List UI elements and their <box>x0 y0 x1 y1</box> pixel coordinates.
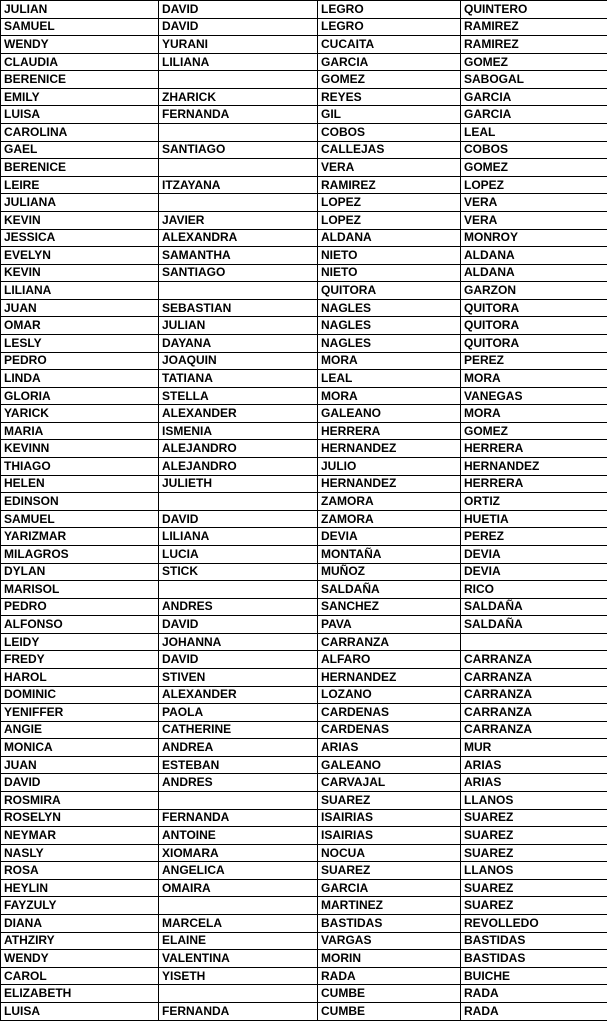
first-surname-cell: VARGAS <box>318 932 461 950</box>
table-row <box>1 633 607 651</box>
second-surname-cell: VANEGAS <box>461 387 607 405</box>
second-surname-cell: HERNANDEZ <box>461 458 607 476</box>
second-surname-cell: VERA <box>461 194 607 212</box>
second-surname-cell <box>461 633 607 651</box>
second-name-cell <box>159 581 318 599</box>
second-surname-cell: MUR <box>461 739 607 757</box>
table-row <box>1 422 607 440</box>
table-row <box>1 616 607 634</box>
second-surname-cell: PEREZ <box>461 528 607 546</box>
first-name-cell: OMAR <box>1 317 159 335</box>
first-surname-cell: CARDENAS <box>318 721 461 739</box>
table-row <box>1 581 607 599</box>
first-name-cell: ATHZIRY <box>1 932 159 950</box>
second-surname-cell: SABOGAL <box>461 71 607 89</box>
table-row <box>1 756 607 774</box>
second-surname-cell: BASTIDAS <box>461 950 607 968</box>
first-name-cell: ROSA <box>1 862 159 880</box>
second-surname-cell: HERRERA <box>461 475 607 493</box>
first-surname-cell: CARVAJAL <box>318 774 461 792</box>
first-name-cell: EDINSON <box>1 493 159 511</box>
first-name-cell: JUAN <box>1 299 159 317</box>
table-row <box>1 141 607 159</box>
second-surname-cell: HERRERA <box>461 440 607 458</box>
second-name-cell: LILIANA <box>159 528 318 546</box>
table-row <box>1 352 607 370</box>
second-name-cell: DAVID <box>159 651 318 669</box>
first-name-cell: PEDRO <box>1 352 159 370</box>
table-row <box>1 528 607 546</box>
first-name-cell: CAROLINA <box>1 124 159 142</box>
second-name-cell: JULIAN <box>159 317 318 335</box>
second-surname-cell: QUITORA <box>461 317 607 335</box>
second-surname-cell: BUICHE <box>461 967 607 985</box>
first-name-cell: YARICK <box>1 405 159 423</box>
second-surname-cell: GARCIA <box>461 88 607 106</box>
table-row <box>1 88 607 106</box>
second-name-cell <box>159 194 318 212</box>
second-name-cell: OMAIRA <box>159 879 318 897</box>
second-name-cell: CATHERINE <box>159 721 318 739</box>
table-row <box>1 739 607 757</box>
second-surname-cell: CARRANZA <box>461 721 607 739</box>
first-surname-cell: QUITORA <box>318 282 461 300</box>
first-surname-cell: SANCHEZ <box>318 598 461 616</box>
first-name-cell: KEVIN <box>1 264 159 282</box>
first-name-cell: NEYMAR <box>1 827 159 845</box>
second-name-cell: LILIANA <box>159 53 318 71</box>
second-name-cell: STIVEN <box>159 668 318 686</box>
second-surname-cell: MORA <box>461 370 607 388</box>
table-row <box>1 809 607 827</box>
second-surname-cell: LEAL <box>461 124 607 142</box>
first-name-cell: YENIFFER <box>1 704 159 722</box>
first-name-cell: FAYZULY <box>1 897 159 915</box>
second-name-cell <box>159 792 318 810</box>
first-name-cell: ANGIE <box>1 721 159 739</box>
first-surname-cell: PAVA <box>318 616 461 634</box>
first-name-cell: EVELYN <box>1 247 159 265</box>
second-surname-cell: SUAREZ <box>461 879 607 897</box>
first-name-cell: SAMUEL <box>1 510 159 528</box>
first-surname-cell: NAGLES <box>318 317 461 335</box>
second-surname-cell: CARRANZA <box>461 686 607 704</box>
second-surname-cell: GARZON <box>461 282 607 300</box>
table-row <box>1 510 607 528</box>
first-surname-cell: NAGLES <box>318 299 461 317</box>
first-name-cell: WENDY <box>1 950 159 968</box>
second-name-cell: ANDRES <box>159 598 318 616</box>
second-name-cell: DAYANA <box>159 334 318 352</box>
table-row <box>1 651 607 669</box>
first-surname-cell: VERA <box>318 159 461 177</box>
table-row <box>1 563 607 581</box>
second-surname-cell: RAMIREZ <box>461 36 607 54</box>
second-name-cell <box>159 124 318 142</box>
first-name-cell: CAROL <box>1 967 159 985</box>
first-name-cell: CLAUDIA <box>1 53 159 71</box>
second-surname-cell: SALDAÑA <box>461 616 607 634</box>
second-name-cell: ALEJANDRO <box>159 458 318 476</box>
first-name-cell: LEIDY <box>1 633 159 651</box>
table-row <box>1 106 607 124</box>
table-row <box>1 844 607 862</box>
first-surname-cell: NIETO <box>318 264 461 282</box>
second-surname-cell: MORA <box>461 405 607 423</box>
first-surname-cell: ARIAS <box>318 739 461 757</box>
table-row <box>1 176 607 194</box>
table-row <box>1 686 607 704</box>
second-name-cell: YISETH <box>159 967 318 985</box>
first-surname-cell: CUMBE <box>318 1002 461 1020</box>
second-name-cell: ANDRES <box>159 774 318 792</box>
second-surname-cell: ORTIZ <box>461 493 607 511</box>
first-surname-cell: HERNANDEZ <box>318 475 461 493</box>
first-surname-cell: RAMIREZ <box>318 176 461 194</box>
table-row <box>1 985 607 1003</box>
second-name-cell <box>159 493 318 511</box>
second-name-cell: XIOMARA <box>159 844 318 862</box>
first-surname-cell: ZAMORA <box>318 510 461 528</box>
second-name-cell: FERNANDA <box>159 1002 318 1020</box>
first-name-cell: THIAGO <box>1 458 159 476</box>
second-name-cell: FERNANDA <box>159 809 318 827</box>
second-name-cell: JOHANNA <box>159 633 318 651</box>
first-name-cell: JUAN <box>1 756 159 774</box>
second-surname-cell: QUITORA <box>461 299 607 317</box>
table-row <box>1 299 607 317</box>
first-name-cell: HAROL <box>1 668 159 686</box>
second-name-cell: STELLA <box>159 387 318 405</box>
table-row <box>1 229 607 247</box>
second-surname-cell: MONROY <box>461 229 607 247</box>
second-name-cell: ITZAYANA <box>159 176 318 194</box>
first-name-cell: KEVINN <box>1 440 159 458</box>
first-surname-cell: GALEANO <box>318 405 461 423</box>
second-name-cell: STICK <box>159 563 318 581</box>
table-row <box>1 598 607 616</box>
second-surname-cell: COBOS <box>461 141 607 159</box>
first-name-cell: PEDRO <box>1 598 159 616</box>
second-name-cell: TATIANA <box>159 370 318 388</box>
first-surname-cell: NIETO <box>318 247 461 265</box>
table-row <box>1 36 607 54</box>
table-row <box>1 792 607 810</box>
second-name-cell: JAVIER <box>159 211 318 229</box>
second-name-cell: JOAQUIN <box>159 352 318 370</box>
table-row <box>1 282 607 300</box>
second-name-cell: ALEXANDER <box>159 405 318 423</box>
first-surname-cell: RADA <box>318 967 461 985</box>
table-row <box>1 862 607 880</box>
first-surname-cell: LEGRO <box>318 18 461 36</box>
first-surname-cell: ISAIRIAS <box>318 809 461 827</box>
second-name-cell: JULIETH <box>159 475 318 493</box>
second-surname-cell: SALDAÑA <box>461 598 607 616</box>
first-surname-cell: DEVIA <box>318 528 461 546</box>
second-name-cell: DAVID <box>159 510 318 528</box>
second-surname-cell: GOMEZ <box>461 53 607 71</box>
second-surname-cell: QUITORA <box>461 334 607 352</box>
second-name-cell: VALENTINA <box>159 950 318 968</box>
first-surname-cell: HERNANDEZ <box>318 668 461 686</box>
first-name-cell: JESSICA <box>1 229 159 247</box>
first-name-cell: GLORIA <box>1 387 159 405</box>
second-name-cell: PAOLA <box>159 704 318 722</box>
second-name-cell: MARCELA <box>159 915 318 933</box>
first-surname-cell: LOPEZ <box>318 211 461 229</box>
second-surname-cell: CARRANZA <box>461 704 607 722</box>
table-row <box>1 71 607 89</box>
first-name-cell: YARIZMAR <box>1 528 159 546</box>
first-name-cell: DOMINIC <box>1 686 159 704</box>
second-surname-cell: DEVIA <box>461 563 607 581</box>
table-row <box>1 475 607 493</box>
first-surname-cell: MARTINEZ <box>318 897 461 915</box>
first-surname-cell: HERRERA <box>318 422 461 440</box>
second-name-cell: ALEXANDRA <box>159 229 318 247</box>
first-surname-cell: GIL <box>318 106 461 124</box>
second-name-cell: DAVID <box>159 1 318 19</box>
second-surname-cell: ARIAS <box>461 756 607 774</box>
first-surname-cell: REYES <box>318 88 461 106</box>
first-name-cell: MARIA <box>1 422 159 440</box>
second-surname-cell: BASTIDAS <box>461 932 607 950</box>
second-name-cell: DAVID <box>159 616 318 634</box>
table-row <box>1 1002 607 1020</box>
second-name-cell: FERNANDA <box>159 106 318 124</box>
table-row <box>1 18 607 36</box>
table-row <box>1 774 607 792</box>
table-row <box>1 53 607 71</box>
second-name-cell <box>159 71 318 89</box>
table-row <box>1 950 607 968</box>
table-row <box>1 124 607 142</box>
table-row <box>1 897 607 915</box>
first-name-cell: LESLY <box>1 334 159 352</box>
first-name-cell: MILAGROS <box>1 545 159 563</box>
first-surname-cell: CALLEJAS <box>318 141 461 159</box>
first-name-cell: ELIZABETH <box>1 985 159 1003</box>
table-row <box>1 317 607 335</box>
second-surname-cell: ARIAS <box>461 774 607 792</box>
first-surname-cell: NAGLES <box>318 334 461 352</box>
second-surname-cell: ALDANA <box>461 264 607 282</box>
first-surname-cell: GOMEZ <box>318 71 461 89</box>
first-name-cell: DIANA <box>1 915 159 933</box>
second-name-cell: SANTIAGO <box>159 264 318 282</box>
second-surname-cell: QUINTERO <box>461 1 607 19</box>
second-surname-cell: RADA <box>461 1002 607 1020</box>
first-surname-cell: CUMBE <box>318 985 461 1003</box>
table-row <box>1 334 607 352</box>
second-surname-cell: VERA <box>461 211 607 229</box>
first-name-cell: ROSELYN <box>1 809 159 827</box>
first-surname-cell: ZAMORA <box>318 493 461 511</box>
first-name-cell: HELEN <box>1 475 159 493</box>
first-name-cell: LUISA <box>1 1002 159 1020</box>
table-row <box>1 370 607 388</box>
table-row <box>1 211 607 229</box>
table-row <box>1 387 607 405</box>
second-name-cell: ALEJANDRO <box>159 440 318 458</box>
table-row <box>1 247 607 265</box>
second-name-cell: ANTOINE <box>159 827 318 845</box>
first-surname-cell: MORA <box>318 352 461 370</box>
first-surname-cell: GARCIA <box>318 879 461 897</box>
second-surname-cell: PEREZ <box>461 352 607 370</box>
table-row <box>1 879 607 897</box>
first-surname-cell: SUAREZ <box>318 862 461 880</box>
second-name-cell <box>159 985 318 1003</box>
first-name-cell: MARISOL <box>1 581 159 599</box>
second-surname-cell: GOMEZ <box>461 159 607 177</box>
second-surname-cell: SUAREZ <box>461 897 607 915</box>
table-row <box>1 668 607 686</box>
second-name-cell <box>159 159 318 177</box>
first-name-cell: EMILY <box>1 88 159 106</box>
second-surname-cell: SUAREZ <box>461 844 607 862</box>
second-surname-cell: GARCIA <box>461 106 607 124</box>
second-surname-cell: CARRANZA <box>461 651 607 669</box>
first-name-cell: ALFONSO <box>1 616 159 634</box>
first-surname-cell: CARRANZA <box>318 633 461 651</box>
table-row <box>1 704 607 722</box>
table-row <box>1 827 607 845</box>
table-row <box>1 493 607 511</box>
first-surname-cell: SUAREZ <box>318 792 461 810</box>
table-row <box>1 440 607 458</box>
first-name-cell: SAMUEL <box>1 18 159 36</box>
second-name-cell <box>159 897 318 915</box>
first-surname-cell: LOZANO <box>318 686 461 704</box>
second-name-cell <box>159 282 318 300</box>
table-row <box>1 721 607 739</box>
second-name-cell: ELAINE <box>159 932 318 950</box>
first-surname-cell: BASTIDAS <box>318 915 461 933</box>
first-surname-cell: SALDAÑA <box>318 581 461 599</box>
first-name-cell: ROSMIRA <box>1 792 159 810</box>
second-name-cell: ESTEBAN <box>159 756 318 774</box>
second-surname-cell: RICO <box>461 581 607 599</box>
second-name-cell: ISMENIA <box>159 422 318 440</box>
first-surname-cell: ALFARO <box>318 651 461 669</box>
first-name-cell: LUISA <box>1 106 159 124</box>
second-surname-cell: SUAREZ <box>461 809 607 827</box>
second-surname-cell: CARRANZA <box>461 668 607 686</box>
first-name-cell: JULIAN <box>1 1 159 19</box>
table-row <box>1 545 607 563</box>
first-surname-cell: ISAIRIAS <box>318 827 461 845</box>
first-name-cell: MONICA <box>1 739 159 757</box>
table-row <box>1 967 607 985</box>
second-surname-cell: HUETIA <box>461 510 607 528</box>
table-row <box>1 264 607 282</box>
first-surname-cell: COBOS <box>318 124 461 142</box>
first-surname-cell: MORIN <box>318 950 461 968</box>
first-name-cell: BERENICE <box>1 159 159 177</box>
second-name-cell: DAVID <box>159 18 318 36</box>
first-name-cell: LEIRE <box>1 176 159 194</box>
first-name-cell: HEYLIN <box>1 879 159 897</box>
names-table-body <box>1 1 607 1021</box>
first-surname-cell: JULIO <box>318 458 461 476</box>
table-row <box>1 915 607 933</box>
second-name-cell: SEBASTIAN <box>159 299 318 317</box>
second-name-cell: SAMANTHA <box>159 247 318 265</box>
second-name-cell: SANTIAGO <box>159 141 318 159</box>
first-name-cell: DYLAN <box>1 563 159 581</box>
first-name-cell: KEVIN <box>1 211 159 229</box>
second-surname-cell: LLANOS <box>461 862 607 880</box>
first-name-cell: WENDY <box>1 36 159 54</box>
first-name-cell: DAVID <box>1 774 159 792</box>
first-surname-cell: MONTAÑA <box>318 545 461 563</box>
second-surname-cell: LLANOS <box>461 792 607 810</box>
table-row <box>1 159 607 177</box>
second-surname-cell: SUAREZ <box>461 827 607 845</box>
second-name-cell: ANDREA <box>159 739 318 757</box>
first-name-cell: BERENICE <box>1 71 159 89</box>
table-row <box>1 405 607 423</box>
second-surname-cell: REVOLLEDO <box>461 915 607 933</box>
table-row <box>1 458 607 476</box>
first-surname-cell: LEGRO <box>318 1 461 19</box>
table-row <box>1 194 607 212</box>
second-name-cell: YURANI <box>159 36 318 54</box>
table-row <box>1 1 607 19</box>
second-name-cell: ANGELICA <box>159 862 318 880</box>
second-surname-cell: RADA <box>461 985 607 1003</box>
first-surname-cell: MUÑOZ <box>318 563 461 581</box>
first-surname-cell: NOCUA <box>318 844 461 862</box>
first-name-cell: GAEL <box>1 141 159 159</box>
second-name-cell: LUCIA <box>159 545 318 563</box>
first-surname-cell: LEAL <box>318 370 461 388</box>
second-surname-cell: RAMIREZ <box>461 18 607 36</box>
second-surname-cell: LOPEZ <box>461 176 607 194</box>
first-surname-cell: HERNANDEZ <box>318 440 461 458</box>
second-surname-cell: ALDANA <box>461 247 607 265</box>
first-surname-cell: MORA <box>318 387 461 405</box>
first-surname-cell: GALEANO <box>318 756 461 774</box>
first-surname-cell: GARCIA <box>318 53 461 71</box>
first-name-cell: JULIANA <box>1 194 159 212</box>
second-surname-cell: GOMEZ <box>461 422 607 440</box>
first-name-cell: LILIANA <box>1 282 159 300</box>
first-surname-cell: CUCAITA <box>318 36 461 54</box>
first-surname-cell: LOPEZ <box>318 194 461 212</box>
first-name-cell: LINDA <box>1 370 159 388</box>
first-surname-cell: CARDENAS <box>318 704 461 722</box>
second-surname-cell: DEVIA <box>461 545 607 563</box>
first-name-cell: FREDY <box>1 651 159 669</box>
first-name-cell: NASLY <box>1 844 159 862</box>
table-row <box>1 932 607 950</box>
first-surname-cell: ALDANA <box>318 229 461 247</box>
second-name-cell: ZHARICK <box>159 88 318 106</box>
second-name-cell: ALEXANDER <box>159 686 318 704</box>
